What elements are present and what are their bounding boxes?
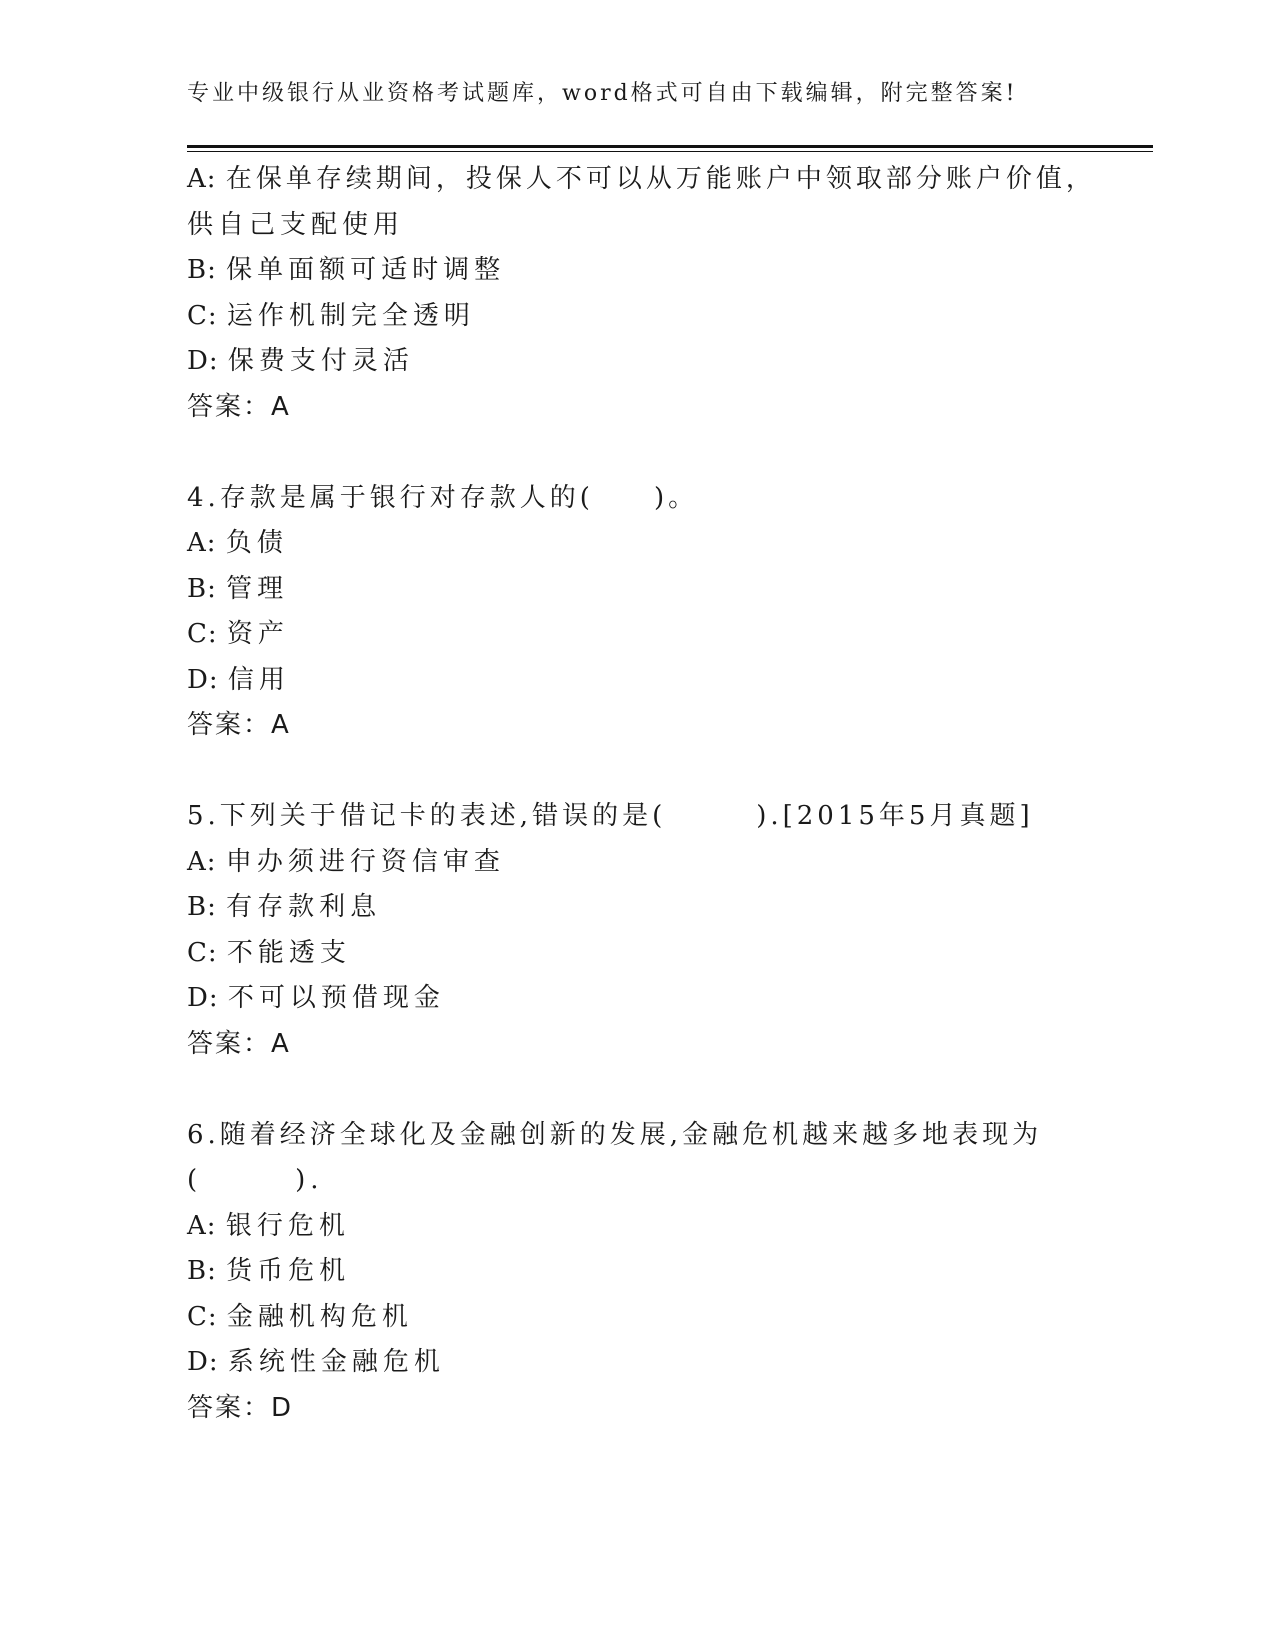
answer-option xyxy=(187,294,1153,340)
option-text: 申办须进行资信审查 xyxy=(225,846,505,877)
answer-option xyxy=(187,1340,1153,1386)
question-stem: ( ). xyxy=(187,1165,324,1195)
option-key: C: xyxy=(187,619,227,649)
answer-line: 答案：A xyxy=(187,391,291,422)
answer-line: 答案：A xyxy=(187,710,291,740)
option-text: 运作机制完全透明 xyxy=(226,300,475,331)
answer-option xyxy=(187,1204,1153,1250)
answer-option xyxy=(187,840,1153,886)
option-key: D: xyxy=(187,983,228,1013)
option-key: C: xyxy=(187,300,227,331)
option-text: 负债 xyxy=(225,528,288,558)
option-text: 资产 xyxy=(226,619,289,649)
option-key: C: xyxy=(187,937,227,968)
question-list xyxy=(187,157,1153,1431)
option-text: 信用 xyxy=(227,664,290,695)
answer-option xyxy=(187,248,1153,294)
question-block xyxy=(187,1113,1153,1432)
question-stem: 4.存款是属于银行对存款人的( )。 xyxy=(187,482,699,513)
answer-option xyxy=(187,203,1153,249)
option-key: A: xyxy=(187,846,226,877)
answer-option xyxy=(187,658,1153,704)
question-block xyxy=(187,157,1153,430)
option-key: D: xyxy=(187,1347,228,1377)
answer-line: 答案：D xyxy=(187,1392,294,1423)
question-stem: 6.随着经济全球化及金融创新的发展,金融危机越来越多地表现为 xyxy=(187,1119,1043,1150)
answer-option xyxy=(187,1295,1153,1341)
answer-option xyxy=(187,339,1153,385)
answer-option xyxy=(187,885,1153,931)
option-text: 保单面额可适时调整 xyxy=(226,255,506,285)
option-text: 金融机构危机 xyxy=(226,1301,413,1332)
option-key: B: xyxy=(187,892,227,922)
option-text: 不能透支 xyxy=(226,937,351,968)
question-block xyxy=(187,794,1153,1067)
option-text: 系统性金融危机 xyxy=(227,1347,445,1377)
option-key: C: xyxy=(187,1301,227,1332)
block-spacer xyxy=(187,749,1153,795)
answer-option xyxy=(187,931,1153,977)
question-block xyxy=(187,476,1153,749)
answer-option xyxy=(187,157,1153,203)
option-key: A: xyxy=(187,528,226,558)
header-rule-thin xyxy=(187,151,1153,152)
option-text: 保费支付灵活 xyxy=(227,346,414,376)
option-text: 管理 xyxy=(226,573,289,604)
question-stem: 5.下列关于借记卡的表述,错误的是( ).[2015年5月真题] xyxy=(187,801,1034,831)
answer-option xyxy=(187,612,1153,658)
answer-line: 答案：A xyxy=(187,1028,291,1059)
option-key: B: xyxy=(187,573,227,604)
option-key: B: xyxy=(187,255,227,285)
block-spacer xyxy=(187,1067,1153,1113)
option-text: 银行危机 xyxy=(225,1210,350,1241)
block-spacer xyxy=(187,430,1153,476)
header-rule-thick xyxy=(187,145,1153,148)
option-key: B: xyxy=(187,1256,227,1286)
option-text: 不可以预借现金 xyxy=(227,983,445,1013)
option-text: 供自己支配使用 xyxy=(187,209,405,240)
option-text: 有存款利息 xyxy=(226,892,382,922)
option-text: 在保单存续期间，投保人不可以从万能账户中领取部分账户价值， xyxy=(225,164,1096,194)
answer-option xyxy=(187,567,1153,613)
option-text: 货币危机 xyxy=(226,1256,351,1286)
option-key: A: xyxy=(187,1210,226,1241)
option-key: D: xyxy=(187,664,228,695)
answer-option xyxy=(187,521,1153,567)
answer-option xyxy=(187,1249,1153,1295)
option-key: D: xyxy=(187,346,228,376)
answer-option xyxy=(187,976,1153,1022)
option-key: A: xyxy=(187,164,226,194)
page-header-title: 专业中级银行从业资格考试题库，word格式可自由下载编辑，附完整答案! xyxy=(187,81,1018,106)
